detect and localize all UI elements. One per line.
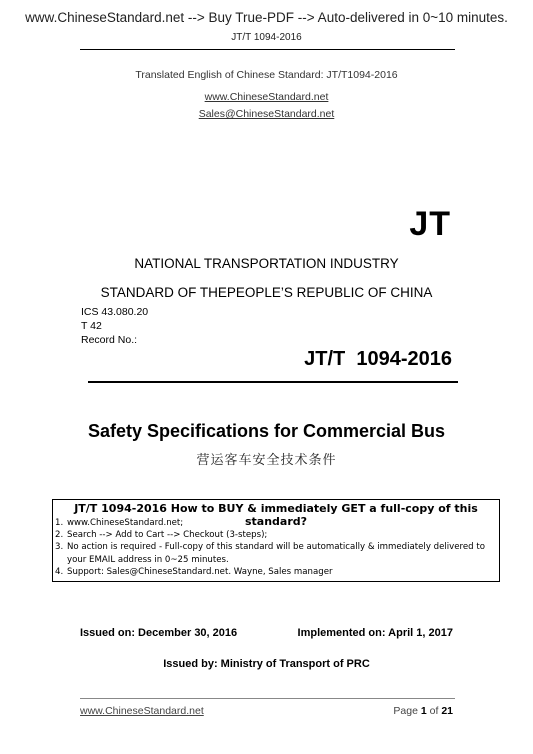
- step-text-continued: your EMAIL address in 0~25 minutes.: [67, 554, 229, 565]
- implemented-date: Implemented on: April 1, 2017: [297, 627, 453, 639]
- step-text[interactable]: www.ChineseStandard.net;: [67, 518, 184, 528]
- step-number: 2.: [55, 530, 64, 541]
- buy-step: [53, 529, 499, 541]
- buy-step: [53, 541, 499, 565]
- email-link-row: [0, 104, 533, 122]
- jt-logo: JT: [409, 205, 451, 243]
- buy-steps-list: [53, 517, 499, 578]
- record-number: Record No.:: [81, 334, 138, 346]
- footer-site-link[interactable]: www.ChineseStandard.net: [80, 705, 204, 717]
- site-link-row: [0, 87, 533, 105]
- classification-code: T 42: [81, 320, 102, 332]
- buy-step: [53, 517, 499, 529]
- buy-box-title: JT/T 1094-2016 How to BUY & immediately GET a full-copy of this standard?: [74, 502, 478, 528]
- page-label: Page: [393, 705, 418, 717]
- issuing-authority: Issued by: Ministry of Transport of PRC: [163, 658, 370, 670]
- standard-heading: STANDARD OF THEPEOPLE’S REPUBLIC OF CHINA: [100, 285, 433, 300]
- footer-divider: [80, 698, 455, 699]
- page-indicator: [393, 705, 453, 717]
- step-number: 1.: [55, 518, 64, 528]
- step-text: Support: Sales@ChineseStandard.net. Wayne, Sales manager: [67, 566, 333, 577]
- document-title: Safety Specifications for Commercial Bus: [87, 421, 446, 441]
- step-number: 3.: [55, 542, 64, 553]
- standard-number: JT/T 1094-2016: [304, 348, 452, 370]
- ics-code: ICS 43.080.20: [81, 306, 149, 318]
- issued-date: Issued on: December 30, 2016: [80, 627, 238, 639]
- header-standard-code: JT/T 1094-2016: [231, 32, 302, 43]
- page-total: 21: [441, 705, 453, 717]
- industry-heading: NATIONAL TRANSPORTATION INDUSTRY: [134, 256, 399, 271]
- header-divider: [80, 49, 455, 50]
- document-title-chinese: 营运客车安全技术条件: [196, 452, 337, 467]
- page-of: of: [429, 705, 439, 717]
- step-number: 4.: [55, 566, 64, 577]
- buy-instructions-box: [52, 499, 500, 582]
- buy-step: [53, 566, 499, 578]
- email-link[interactable]: Sales@ChineseStandard.net: [198, 108, 335, 120]
- page-current: 1: [420, 705, 427, 717]
- site-link[interactable]: www.ChineseStandard.net: [204, 91, 329, 103]
- standard-number-divider: [88, 381, 458, 383]
- translated-note: Translated English of Chinese Standard: JT/T1094-2016: [135, 69, 398, 81]
- step-text: No action is required - Full-copy of this standard will be automatically & immediately delivered to: [67, 542, 485, 553]
- top-banner: www.ChineseStandard.net --> Buy True-PDF --> Auto-delivered in 0~10 minutes.: [25, 10, 508, 25]
- step-text: Search --> Add to Cart --> Checkout (3-steps);: [67, 530, 268, 541]
